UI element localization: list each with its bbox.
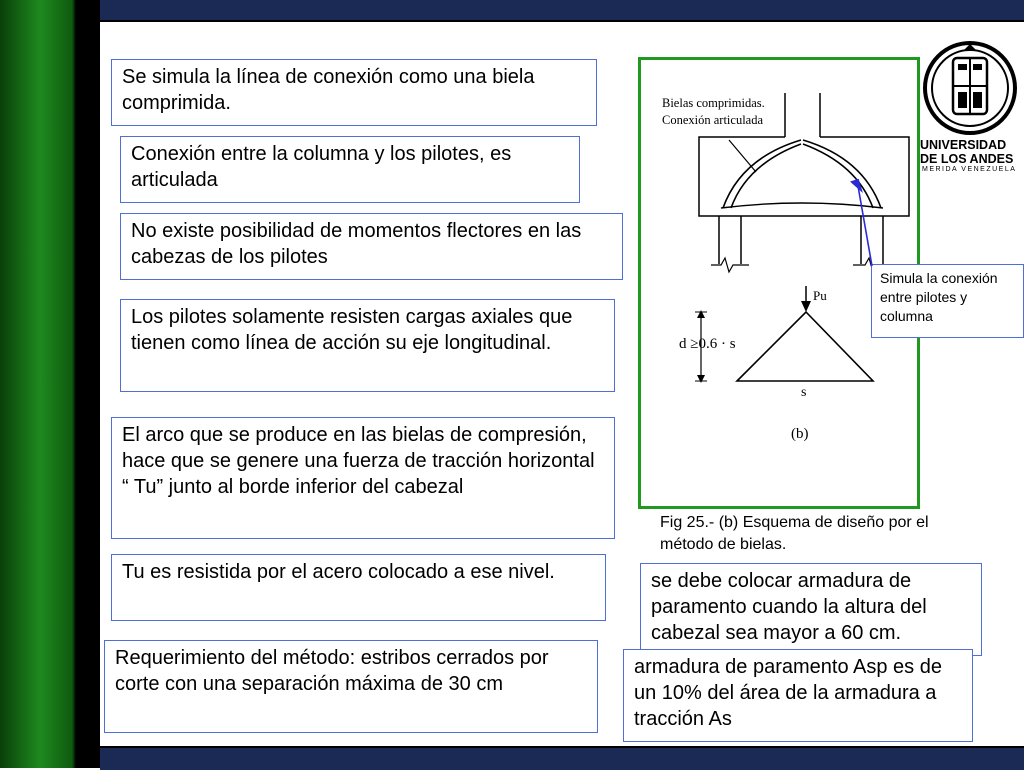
university-subtitle: MERIDA VENEZUELA — [922, 166, 1017, 173]
pile-cap-outline — [699, 137, 909, 216]
university-logo — [920, 40, 1020, 180]
base-label: s — [801, 385, 807, 400]
text-box-7: Requerimiento del método: estribos cerrados por corte con una separación máxima de 30 cm — [104, 640, 598, 733]
text-box-5: El arco que se produce en las bielas de compresión, hace que se genere una fuerza de tracción horizontal “ Tu” junto al borde inferior del cabezal — [111, 417, 615, 539]
figure-caption: Fig 25.- (b) Esquema de diseño por el método de bielas. — [660, 514, 929, 553]
strut-triangle — [737, 312, 873, 381]
university-name — [920, 138, 1020, 166]
text-box-6: Tu es resistida por el acero colocado a ese nivel. — [111, 554, 606, 621]
strut-base-tie — [721, 203, 883, 208]
figure-tag: (b) — [791, 426, 809, 442]
university-seal-icon — [920, 40, 1020, 136]
force-label: Pu — [813, 288, 827, 303]
university-name-line2: DE LOS ANDES — [920, 152, 1014, 166]
figure-label-line2: Conexión articulada — [662, 113, 764, 127]
decorative-sidebar — [0, 0, 100, 768]
label-leader-line — [729, 140, 756, 172]
depth-label: d ≥0.6 · s — [679, 336, 736, 352]
bottom-bar — [100, 746, 1024, 770]
text-box-1: Se simula la línea de conexión como una biela comprimida. — [111, 59, 597, 126]
depth-arrow-top — [697, 310, 705, 318]
figure-label-line1: Bielas comprimidas. — [662, 96, 765, 110]
text-box-9: armadura de paramento Asp es de un 10% del área de la armadura a tracción As — [623, 649, 973, 742]
pile-left-break — [711, 258, 749, 272]
depth-arrow-bottom — [697, 375, 705, 383]
text-box-8: se debe colocar armadura de paramento cuando la altura del cabezal sea mayor a 60 cm. — [640, 563, 982, 656]
university-name-line1: UNIVERSIDAD — [920, 138, 1007, 152]
callout-box: Simula la conexión entre pilotes y columna — [871, 264, 1024, 338]
text-box-4: Los pilotes solamente resisten cargas axiales que tienen como línea de acción su eje longitudinal. — [120, 299, 615, 392]
text-box-3: No existe posibilidad de momentos flectores en las cabezas de los pilotes — [120, 213, 623, 280]
load-arrow-head — [801, 301, 811, 312]
top-bar — [100, 0, 1024, 22]
text-box-2: Conexión entre la columna y los pilotes, es articulada — [120, 136, 580, 203]
